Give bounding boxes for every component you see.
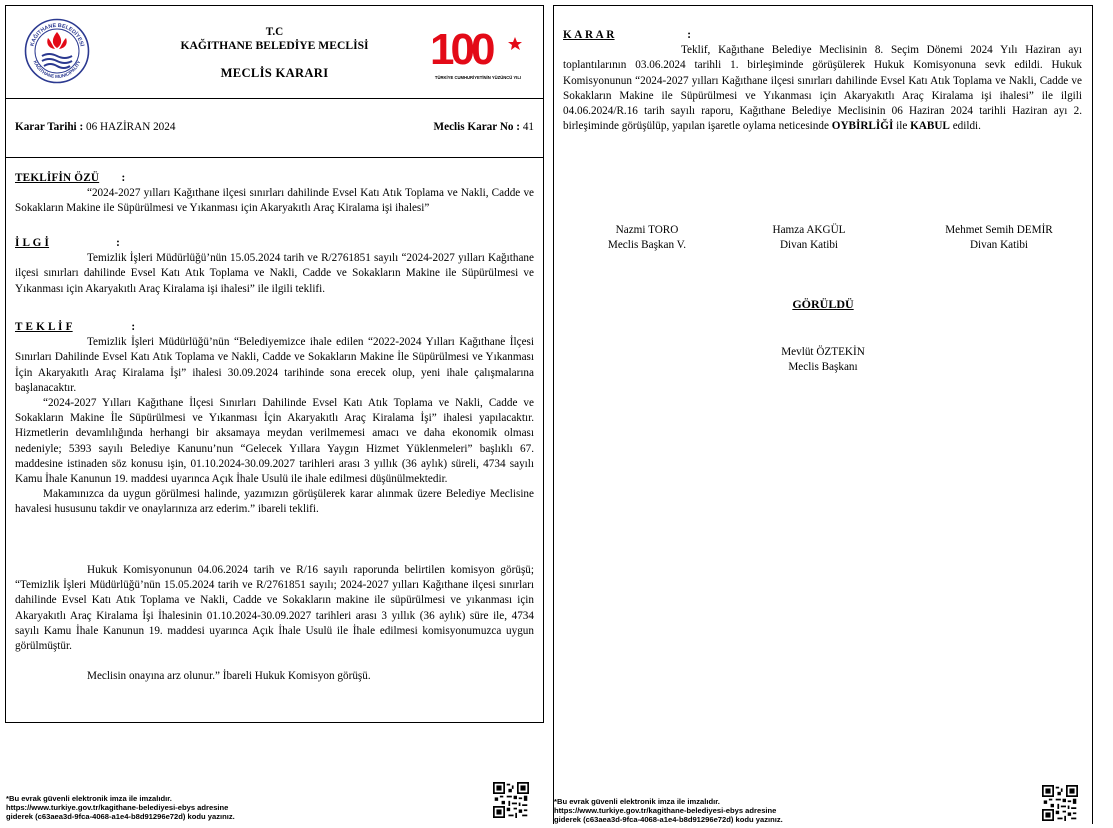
signature-chair-deputy [562,223,732,253]
proposal-section [15,320,534,518]
signature-clerk-2 [914,223,1084,253]
decision-title: K A R A R [563,29,615,41]
decision-number [434,120,534,135]
seen-heading: GÖRÜLDÜ [792,297,854,311]
date-label: Karar Tarihi : [15,121,84,133]
decision-date [15,120,175,135]
header-council-name: KAĞITHANE BELEDİYE MECLİSİ [180,39,369,52]
centenary-caption: TÜRKİYE CUMHURİYETİNİN YÜZÜNCÜ YILI [434,75,522,80]
proposal-colon: : [131,321,136,333]
right-qr-code [1042,785,1078,821]
decision-text-end: edildi. [952,120,981,133]
esign-verify-link[interactable]: https://www.turkiye.gov.tr/kagithane-belediyesi-ebys adresine [6,803,229,813]
decision-accepted: KABUL [910,120,950,133]
decision-colon: : [687,29,691,41]
signature-role: Divan Katibi [969,239,1029,252]
left-esignature-note [6,794,235,822]
proposal-paragraph-3: Makamınızca da uygun görülmesi halinde, yazımızın görüşülerek karar alınmak üzere Belediye Meclisine havalesi hususunu takdir ve onaylarınıza arz ederim.” ibareli teklifi. [15,488,534,516]
signature-name: Mehmet Semih DEMİR [945,224,1053,236]
esign-line-1: *Bu evrak güvenli elektronik imza ile imzalıdır. [554,797,720,806]
header-decision-title: MECLİS KARARI [220,66,329,80]
ilgi-text: Temizlik İşleri Müdürlüğü’nün 15.05.2024 tarih ve R/2761851 sayılı “2024-2027 yılları Kağıthane ilçesi sınırları dahilinde Evsel Katı Atık Toplama ve Nakli, Cadde ve Sokakların Makine ile Süpürülmesi ve Yıkanması için Akaryakıtlı Araç Kiralama işi ihalesi” ile ilgili teklifi. [15,252,534,295]
esign-line-1: *Bu evrak güvenli elektronik imza ile imzalıdır. [6,794,172,803]
ilgi-title: İ L G İ [15,237,50,249]
signature-clerk-1 [724,223,894,253]
decision-text [563,43,1082,134]
date-value: 06 HAZİRAN 2024 [85,121,176,133]
summary-colon: : [121,172,126,184]
decision-text-with: ile [896,120,908,133]
esign-verify-link[interactable]: https://www.turkiye.gov.tr/kagithane-belediyesi-ebys adresine [554,806,777,816]
signature-role: Meclis Başkanı [788,361,858,374]
number-value: 41 [522,121,534,133]
centenary-logo [428,22,528,84]
right-esignature-note [554,797,783,825]
left-qr-code [493,782,529,818]
summary-section [15,171,534,217]
logo-top-text: KAĞITHANE BELEDİYESİ [29,22,85,48]
commission-paragraph-2: Meclisin onayına arz olunur.” İbareli Hukuk Komisyon görüşü. [87,670,371,683]
summary-title: TEKLİFİN ÖZÜ [15,172,100,184]
number-label: Meclis Karar No : [433,121,521,133]
right-document-page [553,5,1093,824]
signature-role: Divan Katibi [779,239,839,252]
header-tc: T.C [265,26,284,38]
signature-role: Meclis Başkan V. [607,239,687,252]
signature-name: Hamza AKGÜL [772,224,846,236]
signature-name: Mevlüt ÖZTEKİN [781,346,865,358]
ilgi-section [15,236,534,297]
proposal-title: T E K L İ F [15,321,73,333]
signature-name: Nazmi TORO [615,224,679,236]
proposal-paragraph-2: “2024-2027 Yılları Kağıthane İlçesi Sınırları Dahilinde Evsel Katı Atık Toplama ve Nakli, Cadde ve Sokakların Makine İle Süpürülmesi ve Yıkanması İçin Akaryakıtlı Araç Kiralama İşi” ihalesi yapılacaktır. Hizmetlerin devamlılığında herhangi bir aksamaya meydan verilmemesi amacı ve daha ekonomik olması nedeniyle; 5393 sayılı Belediye Kanunu’nun “Gelecek Yıllara Yaygın Hizmet Yüklenmeleri” başlıklı 67. maddesine istinaden söz konusu işin, 01.10.2024-30.09.2027 tarihleri arası 3 yıllık (36 aylık) süreli, 4734 sayılı Kamu İhale Kanunun 19. maddesi uyarınca Açık İhale Usulü ile ihale edilmesi düşünülmektedir. [15,397,534,486]
decision-text-body: Teklif, Kağıthane Belediye Meclisinin 8. Seçim Dönemi 2024 Yılı Haziran ayı toplantılarının 03.06.2024 tarihli 1. birleşiminde görüşülerek Hukuk Komisyonuna sevk edildi. Hukuk Komisyonunun “2024-2027 yılları Kağıthane ilçesi sınırları dahilinde Evsel Katı Atık Toplama ve Nakli, Cadde ve Sokakların Makine ile Süpürülmesi ve Yıkanması için Akaryakıtlı Araç Kiralama işi ihalesi” ile ilgili 04.06.2024/R.16 tarih sayılı raporu, Kağıthane Belediye Meclisinin 06 Haziran 2024 tarihli Haziran ayı 2. birleşiminde görüşülüp, yapılan işaretle oylama neticesinde [563,44,1082,133]
commission-section [15,563,534,684]
decision-unanimous: OYBİRLİĞİ [831,120,894,133]
esign-line-3: giderek (c63aea3d-9fca-4068-a1e4-b8d91296e72d) kodu yazınız. [554,815,783,825]
summary-text: “2024-2027 yılları Kağıthane ilçesi sınırları dahilinde Evsel Katı Atık Toplama ve Nakli, Cadde ve Sokakların Makine ile Süpürülmesi ve Yıkanması için Akaryakıtlı Araç Kiralama işi ihalesi” [15,187,534,215]
decision-section [563,28,1082,134]
decision-meta-row [6,99,543,158]
proposal-paragraph-1: Temizlik İşleri Müdürlüğü’nün “Belediyemizce ihale edilen “2022-2024 Yılları Kağıthane İlçesi Sınırları Dahilinde Evsel Katı Atık Toplama ve Nakli, Cadde ve Sokakların Makine İle Süpürülmesi ve Yıkanması İçin Akaryakıtlı Araç Kiralama İşi” ihalesi 30.09.2024 tarihinde sona erecek olup, yeni ihale çalışmalarına başlanacaktır. [15,336,534,394]
left-document-page [5,5,544,723]
centenary-number: 100 [430,25,492,74]
logo-bottom-text: KAĞITHANE MUNICIPALITY [32,59,82,80]
signature-mayor [738,345,908,375]
commission-paragraph-1: Hukuk Komisyonunun 04.06.2024 tarih ve R/16 sayılı raporunda belirtilen komisyon görüşü; “Temizlik İşleri Müdürlüğü’nün 15.05.2024 tarih ve R/2761851 sayılı; 2024-2027 yılları Kağıthane ilçesi sınırları dahilinde Evsel Katı Atık Toplama ve Nakli, Cadde ve Sokakların makine ile süpürülmesi ve yıkanması için Akaryakıtlı Araç Kiralama İşi İhalesinin 01.10.2024-30.09.2027 tarihleri arası 3 yıllık (36 aylık) süre ile, 4734 sayılı Kamu İhale Kanunun 19. maddesi uyarınca Açık İhale Usulü ile İhale edilmesi komisyonumuzca uygun görülmüştür. [15,564,534,653]
ilgi-colon: : [116,237,120,249]
esign-line-3: giderek (c63aea3d-9fca-4068-a1e4-b8d91296e72d) kodu yazınız. [6,812,235,822]
document-header [6,6,543,99]
